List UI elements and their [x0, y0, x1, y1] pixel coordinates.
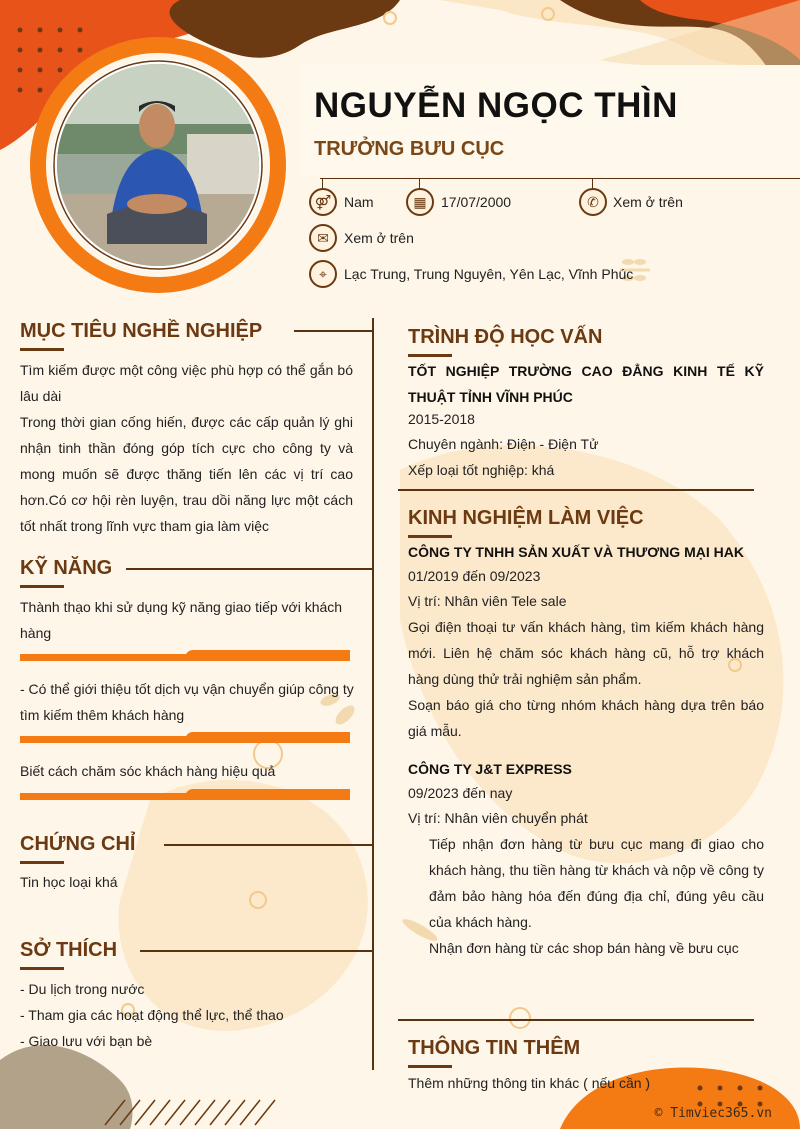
section-divider: [398, 1019, 754, 1021]
extra-title: THÔNG TIN THÊM: [408, 1037, 581, 1059]
section-connector: [164, 844, 374, 846]
candidate-name: NGUYỄN NGỌC THÌN: [314, 86, 678, 125]
skill-text: - Có thể giới thiệu tốt dịch vụ vận chuyển giúp công ty tìm kiếm thêm khách hàng: [20, 681, 354, 723]
section-underline: [408, 1065, 452, 1068]
section-connector: [126, 568, 374, 570]
watermark: © Timviec365.vn: [654, 1106, 772, 1121]
job-period: 09/2023 đến nay: [408, 785, 513, 801]
job-description: Soạn báo giá cho từng nhóm khách hàng dựa trên báo giá mẫu.: [408, 697, 764, 739]
section-underline: [20, 861, 64, 864]
skill-text: Biết cách chăm sóc khách hàng hiệu quả: [20, 763, 276, 779]
extra-text: Thêm những thông tin khác ( nếu cần ): [408, 1075, 651, 1091]
section-underline: [20, 967, 64, 970]
job-company: CÔNG TY TNHH SẢN XUẤT VÀ THƯƠNG MẠI HAK: [408, 544, 744, 560]
job-period: 01/2019 đến 09/2023: [408, 568, 541, 584]
job-description: Tiếp nhận đơn hàng từ bưu cục mang đi giao cho khách hàng, thu tiền hàng từ khách và nộp về công ty đảm bảo hàng hóa đến đúng địa chỉ, đúng yêu cầu của khách hàng.: [429, 836, 764, 930]
skill-text: Thành thạo khi sử dụng kỹ năng giao tiếp với khách hàng: [20, 599, 343, 641]
job-role: Vị trí: Nhân viên chuyển phát: [408, 810, 588, 826]
job-company: CÔNG TY J&T EXPRESS: [408, 761, 572, 777]
dob-value: 17/07/2000: [441, 194, 512, 210]
section-underline: [20, 585, 64, 588]
objective-title: MỤC TIÊU NGHỀ NGHIỆP: [20, 320, 263, 342]
hobby-item: - Tham gia các hoạt động thể lực, thể thao: [20, 1007, 284, 1023]
objective-line: Tìm kiếm được một công việc phù hợp có thể gắn bó lâu dài: [20, 362, 353, 404]
section-underline: [408, 535, 452, 538]
header-divider: [320, 178, 800, 179]
location-icon: ⌖: [309, 260, 337, 288]
certificate-item: Tin học loại khá: [20, 874, 118, 890]
gender-icon: ⚤: [309, 188, 337, 216]
education-school: TỐT NGHIỆP TRƯỜNG CAO ĐẲNG KINH TẾ KỸ THUẬT TỈNH VĨNH PHÚC: [408, 363, 764, 405]
job-role: Vị trí: Nhân viên Tele sale: [408, 593, 567, 609]
skill-level-bar: [20, 650, 350, 662]
gender-value: Nam: [344, 194, 374, 210]
section-underline: [20, 348, 64, 351]
skill-level-bar: [20, 789, 350, 801]
skill-level-bar: [20, 732, 350, 744]
column-divider: [372, 318, 374, 1070]
certificates-title: CHỨNG CHỈ: [20, 833, 136, 855]
job-description: Nhận đơn hàng từ các shop bán hàng về bưu cục: [429, 940, 739, 956]
email-icon: ✉: [309, 224, 337, 252]
education-period: 2015-2018: [408, 411, 475, 427]
job-description: Gọi điện thoại tư vấn khách hàng, tìm kiếm khách hàng mới. Liên hệ chăm sóc khách hàng cũ, hỗ trợ khách hàng dùng thử trải nghiệm sản phẩm.: [408, 619, 764, 687]
section-underline: [408, 354, 452, 357]
hobbies-title: SỞ THÍCH: [20, 939, 118, 961]
phone-value: Xem ở trên: [613, 194, 683, 210]
address-value: Lạc Trung, Trung Nguyên, Yên Lạc, Vĩnh Phúc: [344, 266, 634, 282]
section-connector: [140, 950, 374, 952]
education-grade: Xếp loại tốt nghiệp: khá: [408, 462, 555, 478]
phone-icon: ✆: [579, 188, 607, 216]
hobby-item: - Du lịch trong nước: [20, 981, 145, 997]
education-title: TRÌNH ĐỘ HỌC VẤN: [408, 326, 603, 348]
profile-photo: [57, 64, 259, 266]
hobby-item: - Giao lưu với bạn bè: [20, 1033, 153, 1049]
experience-title: KINH NGHIỆM LÀM VIỆC: [408, 507, 644, 529]
objective-line: Trong thời gian cống hiến, được các cấp quản lý ghi nhận tinh thần đóng góp tích cực cho công ty và mong muốn sẽ được thăng tiến lên các vị trí cao hơn.Có cơ hội rèn luyện, trau dồi năng lực một cách tốt nhất trong lĩnh vực tham gia làm việc: [20, 414, 353, 534]
section-divider: [398, 489, 754, 491]
email-value: Xem ở trên: [344, 230, 414, 246]
calendar-icon: ▦: [406, 188, 434, 216]
section-connector: [294, 330, 374, 332]
skills-title: KỸ NĂNG: [20, 557, 113, 579]
education-major: Chuyên ngành: Điện - Điện Tử: [408, 436, 599, 452]
candidate-position: TRƯỞNG BƯU CỤC: [314, 138, 505, 160]
